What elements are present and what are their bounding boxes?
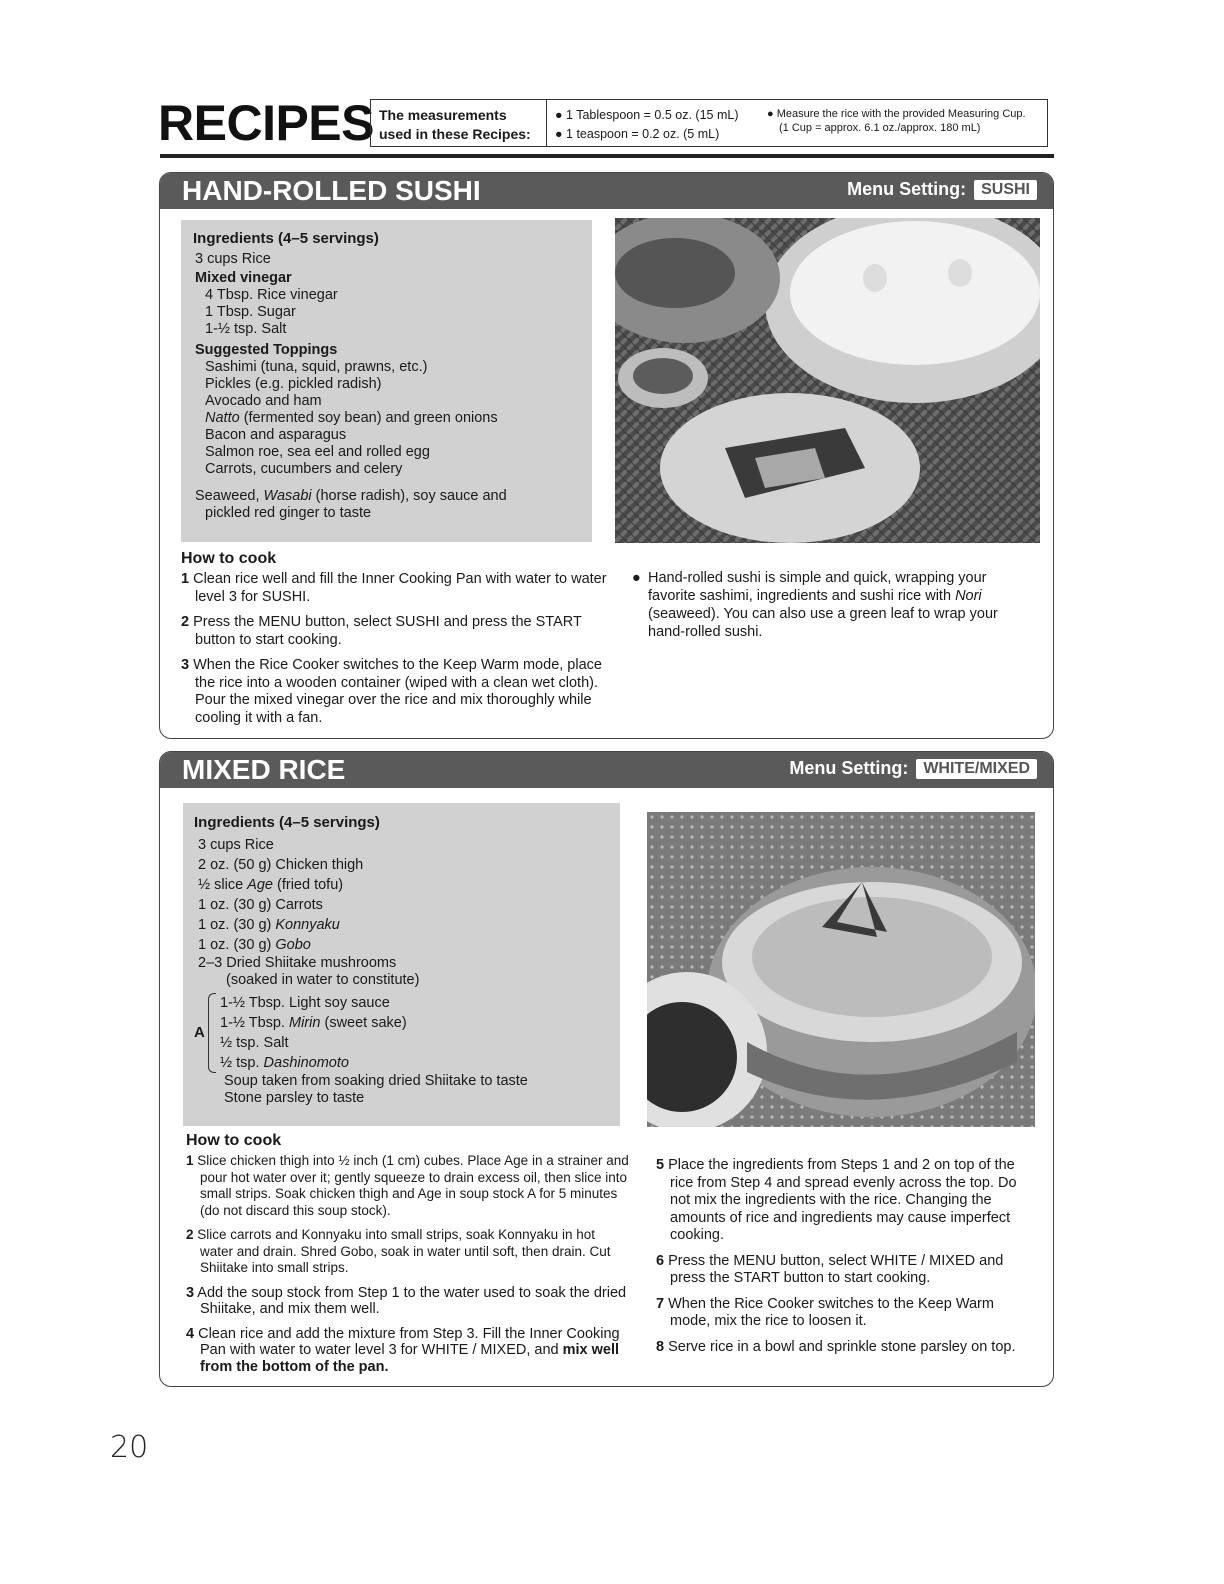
mixed-step: 3 Add the soup stock from Step 1 to the water used to soak the dried Shiitake, and mix them well. bbox=[186, 1284, 627, 1317]
page-number: 20 bbox=[110, 1430, 149, 1465]
sushi-recipe-card bbox=[159, 172, 1054, 739]
sushi-howto-heading: How to cook bbox=[181, 550, 277, 567]
mixed-step: 4 Clean rice and add the mixture from Step 3. Fill the Inner Cooking Pan with water to water level 3 for WHITE / MIXED, and mix well from the bottom of the pan. bbox=[186, 1325, 620, 1375]
mixed-steps-left bbox=[186, 1153, 630, 1383]
brace-icon bbox=[208, 993, 216, 1073]
mixed-rice-photo-image bbox=[647, 812, 1035, 1127]
mixed-rice-photo bbox=[647, 812, 1035, 1127]
sushi-note: ● Hand-rolled sushi is simple and quick, wrapping your favorite sashimi, ingredients and sushi rice with Nori (seaweed). You can also use a green leaf to wrap your hand-rolled sushi. bbox=[632, 570, 998, 640]
mixed-ingredients-box: Ingredients (4–5 servings) 3 cups Rice 2 oz. (50 g) Chicken thigh ½ slice Age (fried tofu) 1 oz. (30 g) Carrots 1 oz. (30 g) Konnyaku 1 oz. (30 g) Gobo 2–3 Dried Shiitake mushrooms (soaked in water to constitute) A 1-½ Tbsp. Light soy sauce 1-½ Tbsp. Mirin (sweet sake) ½ tsp. Salt ½ tsp. Dashinomoto Soup taken from soaking dried Shiitake to taste Stone parsley to taste bbox=[183, 803, 620, 1126]
sushi-step: 2 Press the MENU button, select SUSHI and press the START button to start cooking. bbox=[181, 614, 582, 648]
sushi-menu-setting: Menu Setting: SUSHI bbox=[847, 179, 1037, 200]
mixed-howto-heading: How to cook bbox=[186, 1132, 282, 1149]
sushi-ingredients-box: Ingredients (4–5 servings) 3 cups Rice Mixed vinegar 4 Tbsp. Rice vinegar 1 Tbsp. Sugar 1-½ tsp. Salt Suggested Toppings Sashimi (tuna, squid, prawns, etc.) Pickles (e.g. pickled radish) Avocado and ham Natto (fermented soy bean) and green onions Bacon and asparagus Salmon roe, sea eel and rolled egg Carrots, cucumbers and celery Seaweed, Wasabi (horse radish), soy sauce and pickled red ginger to taste bbox=[181, 220, 592, 542]
measurements-spoons: ● 1 Tablespoon = 0.5 oz. (15 mL) ● 1 teaspoon = 0.2 oz. (5 mL) bbox=[555, 108, 739, 141]
mixed-step: 2 Slice carrots and Konnyaku into small strips, soak Konnyaku in hot water and drain. Shred Gobo, soak in water until soft, then drain. Cut Shiitake into small strips. bbox=[186, 1227, 611, 1275]
sushi-step: 1 Clean rice well and fill the Inner Cooking Pan with water to water level 3 for SUSHI. bbox=[181, 571, 607, 605]
measurements-box bbox=[370, 99, 1048, 147]
seasoning-group-a: A 1-½ Tbsp. Light soy sauce 1-½ Tbsp. Mirin (sweet sake) ½ tsp. Salt ½ tsp. Dashinomoto bbox=[194, 995, 407, 1071]
mixed-rice-recipe-card bbox=[159, 751, 1054, 1387]
mixed-step: 6 Press the MENU button, select WHITE / MIXED and press the START button to start cooking. bbox=[656, 1252, 1004, 1286]
sushi-steps bbox=[181, 571, 611, 735]
sushi-step: 3 When the Rice Cooker switches to the Keep Warm mode, place the rice into a wooden container (wiped with a clean wet cloth). Pour the mixed vinegar over the rice and mix thoroughly while cooling it with a fan. bbox=[181, 657, 602, 726]
mixed-step: 1 Slice chicken thigh into ½ inch (1 cm) cubes. Place Age in a strainer and pour hot water over it; gently squeeze to drain excess oil, then slice into small strips. Soak chicken thigh and Age in soup stock A for 5 minutes (do not discard this soup stock). bbox=[186, 1153, 629, 1218]
sushi-title-bar bbox=[160, 173, 1053, 209]
bullet-icon: ● bbox=[632, 570, 641, 586]
sushi-photo bbox=[615, 218, 1040, 543]
sushi-menu-badge: SUSHI bbox=[974, 180, 1037, 200]
mixed-steps-right bbox=[656, 1157, 1031, 1364]
mixed-step: 7 When the Rice Cooker switches to the Keep Warm mode, mix the rice to loosen it. bbox=[656, 1295, 994, 1329]
mixed-title: MIXED RICE bbox=[182, 754, 346, 785]
header-rule bbox=[160, 154, 1054, 158]
mixed-step: 5 Place the ingredients from Steps 1 and 2 on top of the rice from Step 4 and spread evenly across the top. Do not mix the ingredients with the rice. Changing the amounts of rice and ingredients may cause imperfect cooking. bbox=[656, 1157, 1017, 1243]
mixed-step: 8 Serve rice in a bowl and sprinkle stone parsley on top. bbox=[656, 1338, 1016, 1355]
mixed-title-bar bbox=[160, 752, 1053, 788]
mixed-menu-setting: Menu Setting: WHITE/MIXED bbox=[789, 758, 1037, 779]
mixed-menu-badge: WHITE/MIXED bbox=[916, 759, 1037, 779]
sushi-photo-image bbox=[615, 218, 1040, 543]
measurements-cup: ● Measure the rice with the provided Measuring Cup. (1 Cup = approx. 6.1 oz./approx. 180 mL) bbox=[767, 108, 1026, 134]
page-title: RECIPES bbox=[158, 95, 375, 151]
measurements-label: The measurements used in these Recipes: bbox=[371, 100, 547, 146]
sushi-title: HAND-ROLLED SUSHI bbox=[182, 175, 481, 206]
